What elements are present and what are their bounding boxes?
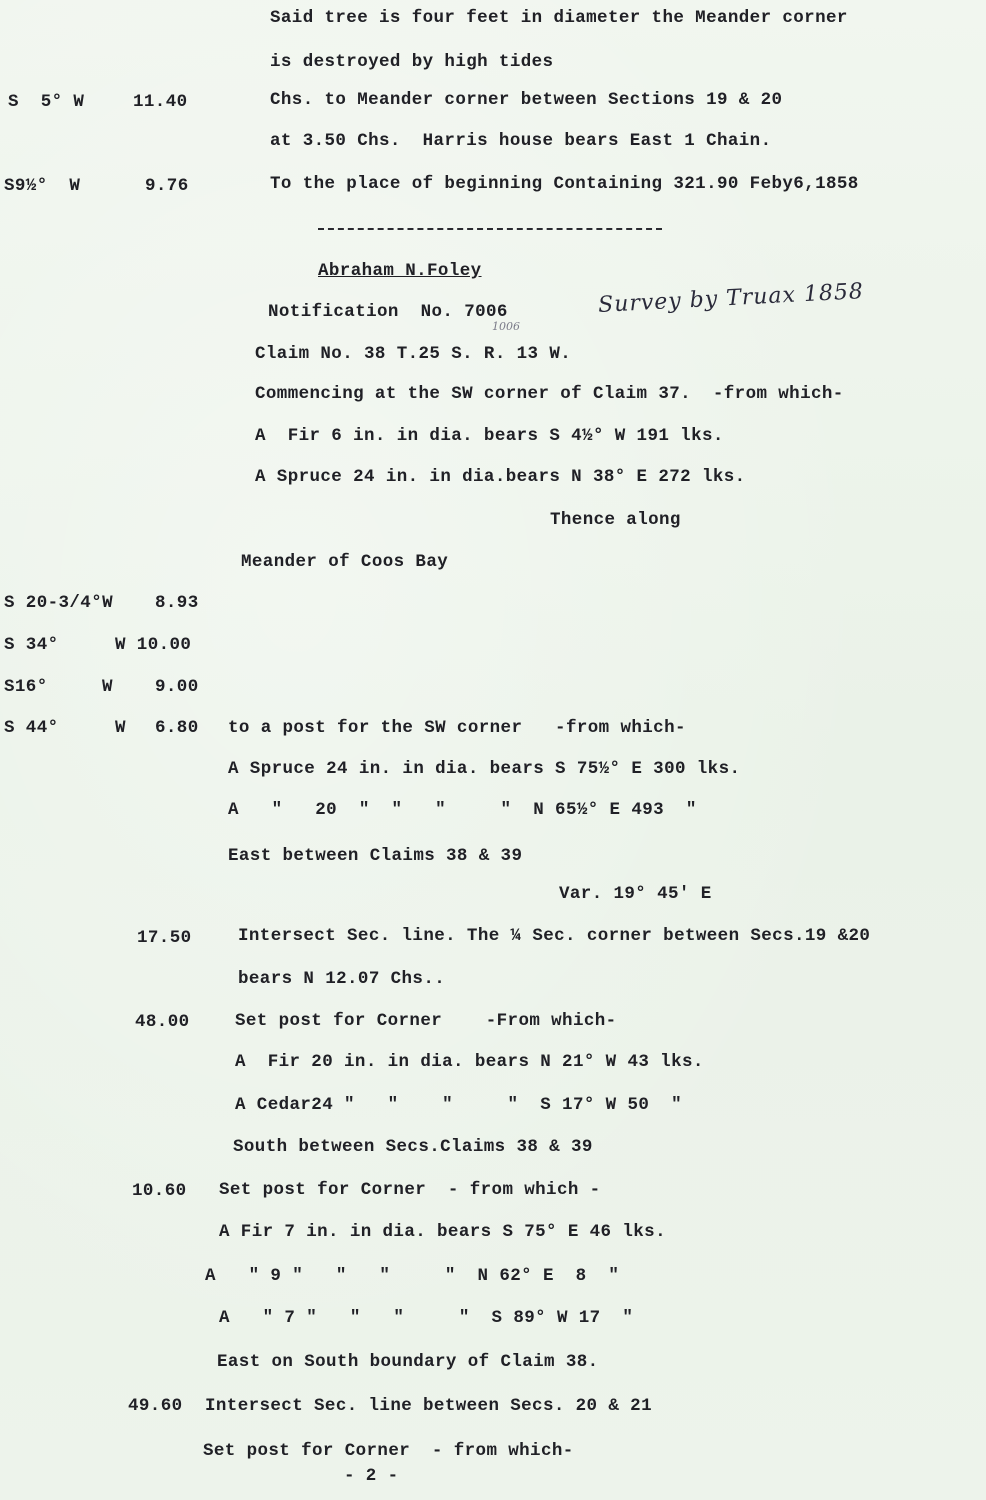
- text-line: Thence along: [550, 510, 681, 530]
- text-line: A Fir 20 in. in dia. bears N 21° W 43 lks.: [235, 1052, 704, 1072]
- text-line: Set post for Corner -From which-: [235, 1011, 617, 1031]
- text-line: A " 20 " " " " N 65½° E 493 ": [228, 800, 697, 820]
- text-line: is destroyed by high tides: [270, 52, 554, 72]
- text-line: East on South boundary of Claim 38.: [217, 1352, 599, 1372]
- text-line: bears N 12.07 Chs..: [238, 969, 446, 989]
- text-line: A Fir 7 in. in dia. bears S 75° E 46 lks.: [219, 1222, 666, 1242]
- text-line: to a post for the SW corner -from which-: [228, 718, 686, 738]
- text-line: A Fir 6 in. in dia. bears S 4½° W 191 lks.: [255, 426, 724, 446]
- text-line: A " 9 " " " " N 62° E 8 ": [205, 1266, 620, 1286]
- distance-cell: 49.60: [128, 1396, 183, 1416]
- bearing-cell: S 44°: [4, 718, 59, 738]
- bearing-cell: W: [115, 718, 126, 738]
- text-line: To the place of beginning Containing 321.90 Feby6,1858: [270, 174, 859, 194]
- page-number: - 2 -: [344, 1466, 399, 1486]
- text-line: A Spruce 24 in. in dia.bears N 38° E 272 lks.: [255, 467, 746, 487]
- distance-cell: 6.80: [155, 718, 199, 738]
- section-divider: [318, 228, 662, 230]
- text-line: Set post for Corner - from which-: [203, 1441, 574, 1461]
- distance-cell: 11.40: [133, 92, 188, 112]
- text-line: Set post for Corner - from which -: [219, 1180, 601, 1200]
- text-line: A Cedar24 " " " " S 17° W 50 ": [235, 1095, 682, 1115]
- distance-cell: 10.60: [132, 1181, 187, 1201]
- bearing-cell: S 34°: [4, 635, 59, 655]
- distance-cell: W 10.00: [115, 635, 192, 655]
- text-line: Claim No. 38 T.25 S. R. 13 W.: [255, 344, 572, 364]
- text-line: Notification No. 7006: [268, 302, 508, 322]
- handwritten-note: Survey by Truax 1858: [597, 279, 865, 318]
- text-line: Meander of Coos Bay: [241, 552, 449, 572]
- claimant-name: Abraham N.Foley: [318, 261, 482, 281]
- distance-cell: 48.00: [135, 1012, 190, 1032]
- bearing-cell: S 5° W: [8, 92, 85, 112]
- distance-cell: 9.76: [145, 176, 189, 196]
- distance-cell: 9.00: [155, 677, 199, 697]
- text-line: Commencing at the SW corner of Claim 37. -from which-: [255, 384, 844, 404]
- variation-note: Var. 19° 45' E: [559, 884, 712, 904]
- bearing-cell: S9½° W: [4, 176, 81, 196]
- distance-cell: 8.93: [155, 593, 199, 613]
- text-line: South between Secs.Claims 38 & 39: [233, 1137, 593, 1157]
- text-line: Intersect Sec. line between Secs. 20 & 21: [205, 1396, 652, 1416]
- text-line: at 3.50 Chs. Harris house bears East 1 Chain.: [270, 131, 772, 151]
- bearing-cell: S 20-3/4°W: [4, 593, 114, 613]
- text-line: Chs. to Meander corner between Sections 19 & 20: [270, 90, 783, 110]
- text-line: A " 7 " " " " S 89° W 17 ": [219, 1308, 634, 1328]
- bearing-cell: W: [102, 677, 113, 697]
- text-line: East between Claims 38 & 39: [228, 846, 523, 866]
- text-line: Said tree is four feet in diameter the Meander corner: [270, 8, 848, 28]
- handwritten-number: 1006: [492, 320, 520, 333]
- distance-cell: 17.50: [137, 928, 192, 948]
- text-line: A Spruce 24 in. in dia. bears S 75½° E 300 lks.: [228, 759, 741, 779]
- text-line: Intersect Sec. line. The ¼ Sec. corner between Secs.19 &20: [238, 926, 871, 946]
- bearing-cell: S16°: [4, 677, 48, 697]
